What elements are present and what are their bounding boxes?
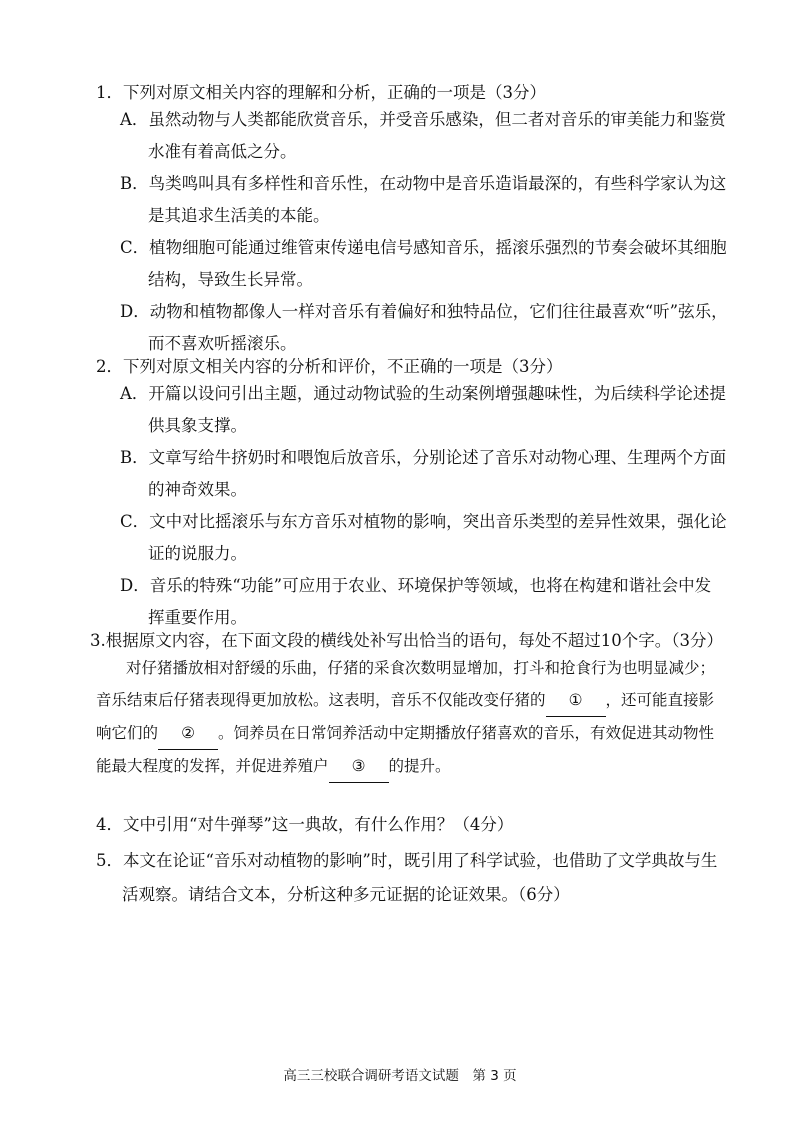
- q3-passage-line3b: 。饲养员在日常饲养活动中定期播放仔猪喜欢的音乐，有效促进其动物性: [218, 724, 715, 742]
- q2-option-c-line1: C．文中对比摇滚乐与东方音乐对植物的影响，突出音乐类型的差异性效果，强化论: [120, 512, 727, 531]
- blank-2[interactable]: ②: [158, 717, 218, 750]
- question-2-stem: 2．下列对原文相关内容的分析和评价，不正确的一项是（3分）: [96, 357, 563, 376]
- q3-passage-line4a: 能最大程度的发挥，并促进养殖户: [96, 757, 329, 775]
- q1-option-a-line1: A．虽然动物与人类都能欣赏音乐，并受音乐感染，但二者对音乐的审美能力和鉴赏: [120, 110, 726, 129]
- q2-option-b-line1: B．文章写给牛挤奶时和喂饱后放音乐，分别论述了音乐对动物心理、生理两个方面: [120, 448, 727, 467]
- q1-option-a-line2: 水准有着高低之分。: [148, 142, 297, 161]
- question-5: [96, 818, 716, 912]
- q3-passage-line2b: ，还可能直接影: [605, 691, 715, 709]
- q1-option-b-line1: B．鸟类鸣叫具有多样性和音乐性，在动物中是音乐造诣最深的，有些科学家认为这: [120, 174, 727, 193]
- question-1-stem: 1．下列对原文相关内容的理解和分析，正确的一项是（3分）: [96, 83, 546, 102]
- q1-option-d-line2: 而不喜欢听摇滚乐。: [148, 334, 297, 353]
- q2-option-d-line2: 挥重要作用。: [148, 608, 247, 627]
- question-4-stem: 4．文中引用“对牛弹琴”这一典故，有什么作用？（4分）: [96, 815, 514, 834]
- question-3-passage: [96, 652, 716, 783]
- page-footer: 高三三校联合调研考语文试题 第 3 页: [283, 1068, 517, 1084]
- q3-passage-line2a: 音乐结束后仔猪表现得更加放松。这表明，音乐不仅能改变仔猪的: [96, 691, 546, 709]
- q2-option-a-line2: 供具象支撑。: [148, 416, 247, 435]
- q3-passage-line4b: 的提升。: [388, 757, 451, 775]
- q1-option-c-line2: 结构，导致生长异常。: [148, 270, 313, 289]
- q3-passage-line2: [96, 684, 716, 717]
- q1-option-b-line2: 是其追求生活美的本能。: [148, 206, 330, 225]
- blank-1[interactable]: ①: [546, 684, 606, 717]
- q2-option-d-line1: D．音乐的特殊“功能”可应用于农业、环境保护等领域，也将在构建和谐社会中发: [120, 576, 712, 595]
- q1-option-c-line1: C．植物细胞可能通过维管束传递电信号感知音乐，摇滚乐强烈的节奏会破坏其细胞: [120, 238, 727, 257]
- q1-option-d-line1: D．动物和植物都像人一样对音乐有着偏好和独特品位，它们往往最喜欢“听”弦乐，: [120, 302, 728, 321]
- question-2-options: [120, 378, 727, 634]
- q2-option-a-line1: A．开篇以设问引出主题，通过动物试验的生动案例增强趣味性，为后续科学论述提: [120, 384, 726, 403]
- q3-passage-line3a: 响它们的: [96, 724, 159, 742]
- question-1-options: [120, 104, 728, 360]
- q5-line2: 活观察。请结合文本，分析这种多元证据的论证效果。（6分）: [122, 885, 570, 904]
- q5-line1: 5．本文在论证“音乐对动植物的影响”时，既引用了科学试验，也借助了文学典故与生: [96, 851, 718, 870]
- blank-3[interactable]: ③: [329, 750, 389, 783]
- question-3-stem: 3.根据原文内容，在下面文段的横线处补写出恰当的语句，每处不超过10个字。（3分）: [90, 631, 723, 650]
- q2-option-c-line2: 证的说服力。: [148, 544, 247, 563]
- q3-passage-line1: 对仔猪播放相对舒缓的乐曲，仔猪的采食次数明显增加，打斗和抢食行为也明显减少；: [126, 659, 716, 677]
- q3-passage-line3: [96, 717, 716, 750]
- q2-option-b-line2: 的神奇效果。: [148, 480, 247, 499]
- q3-passage-line4: [96, 750, 716, 783]
